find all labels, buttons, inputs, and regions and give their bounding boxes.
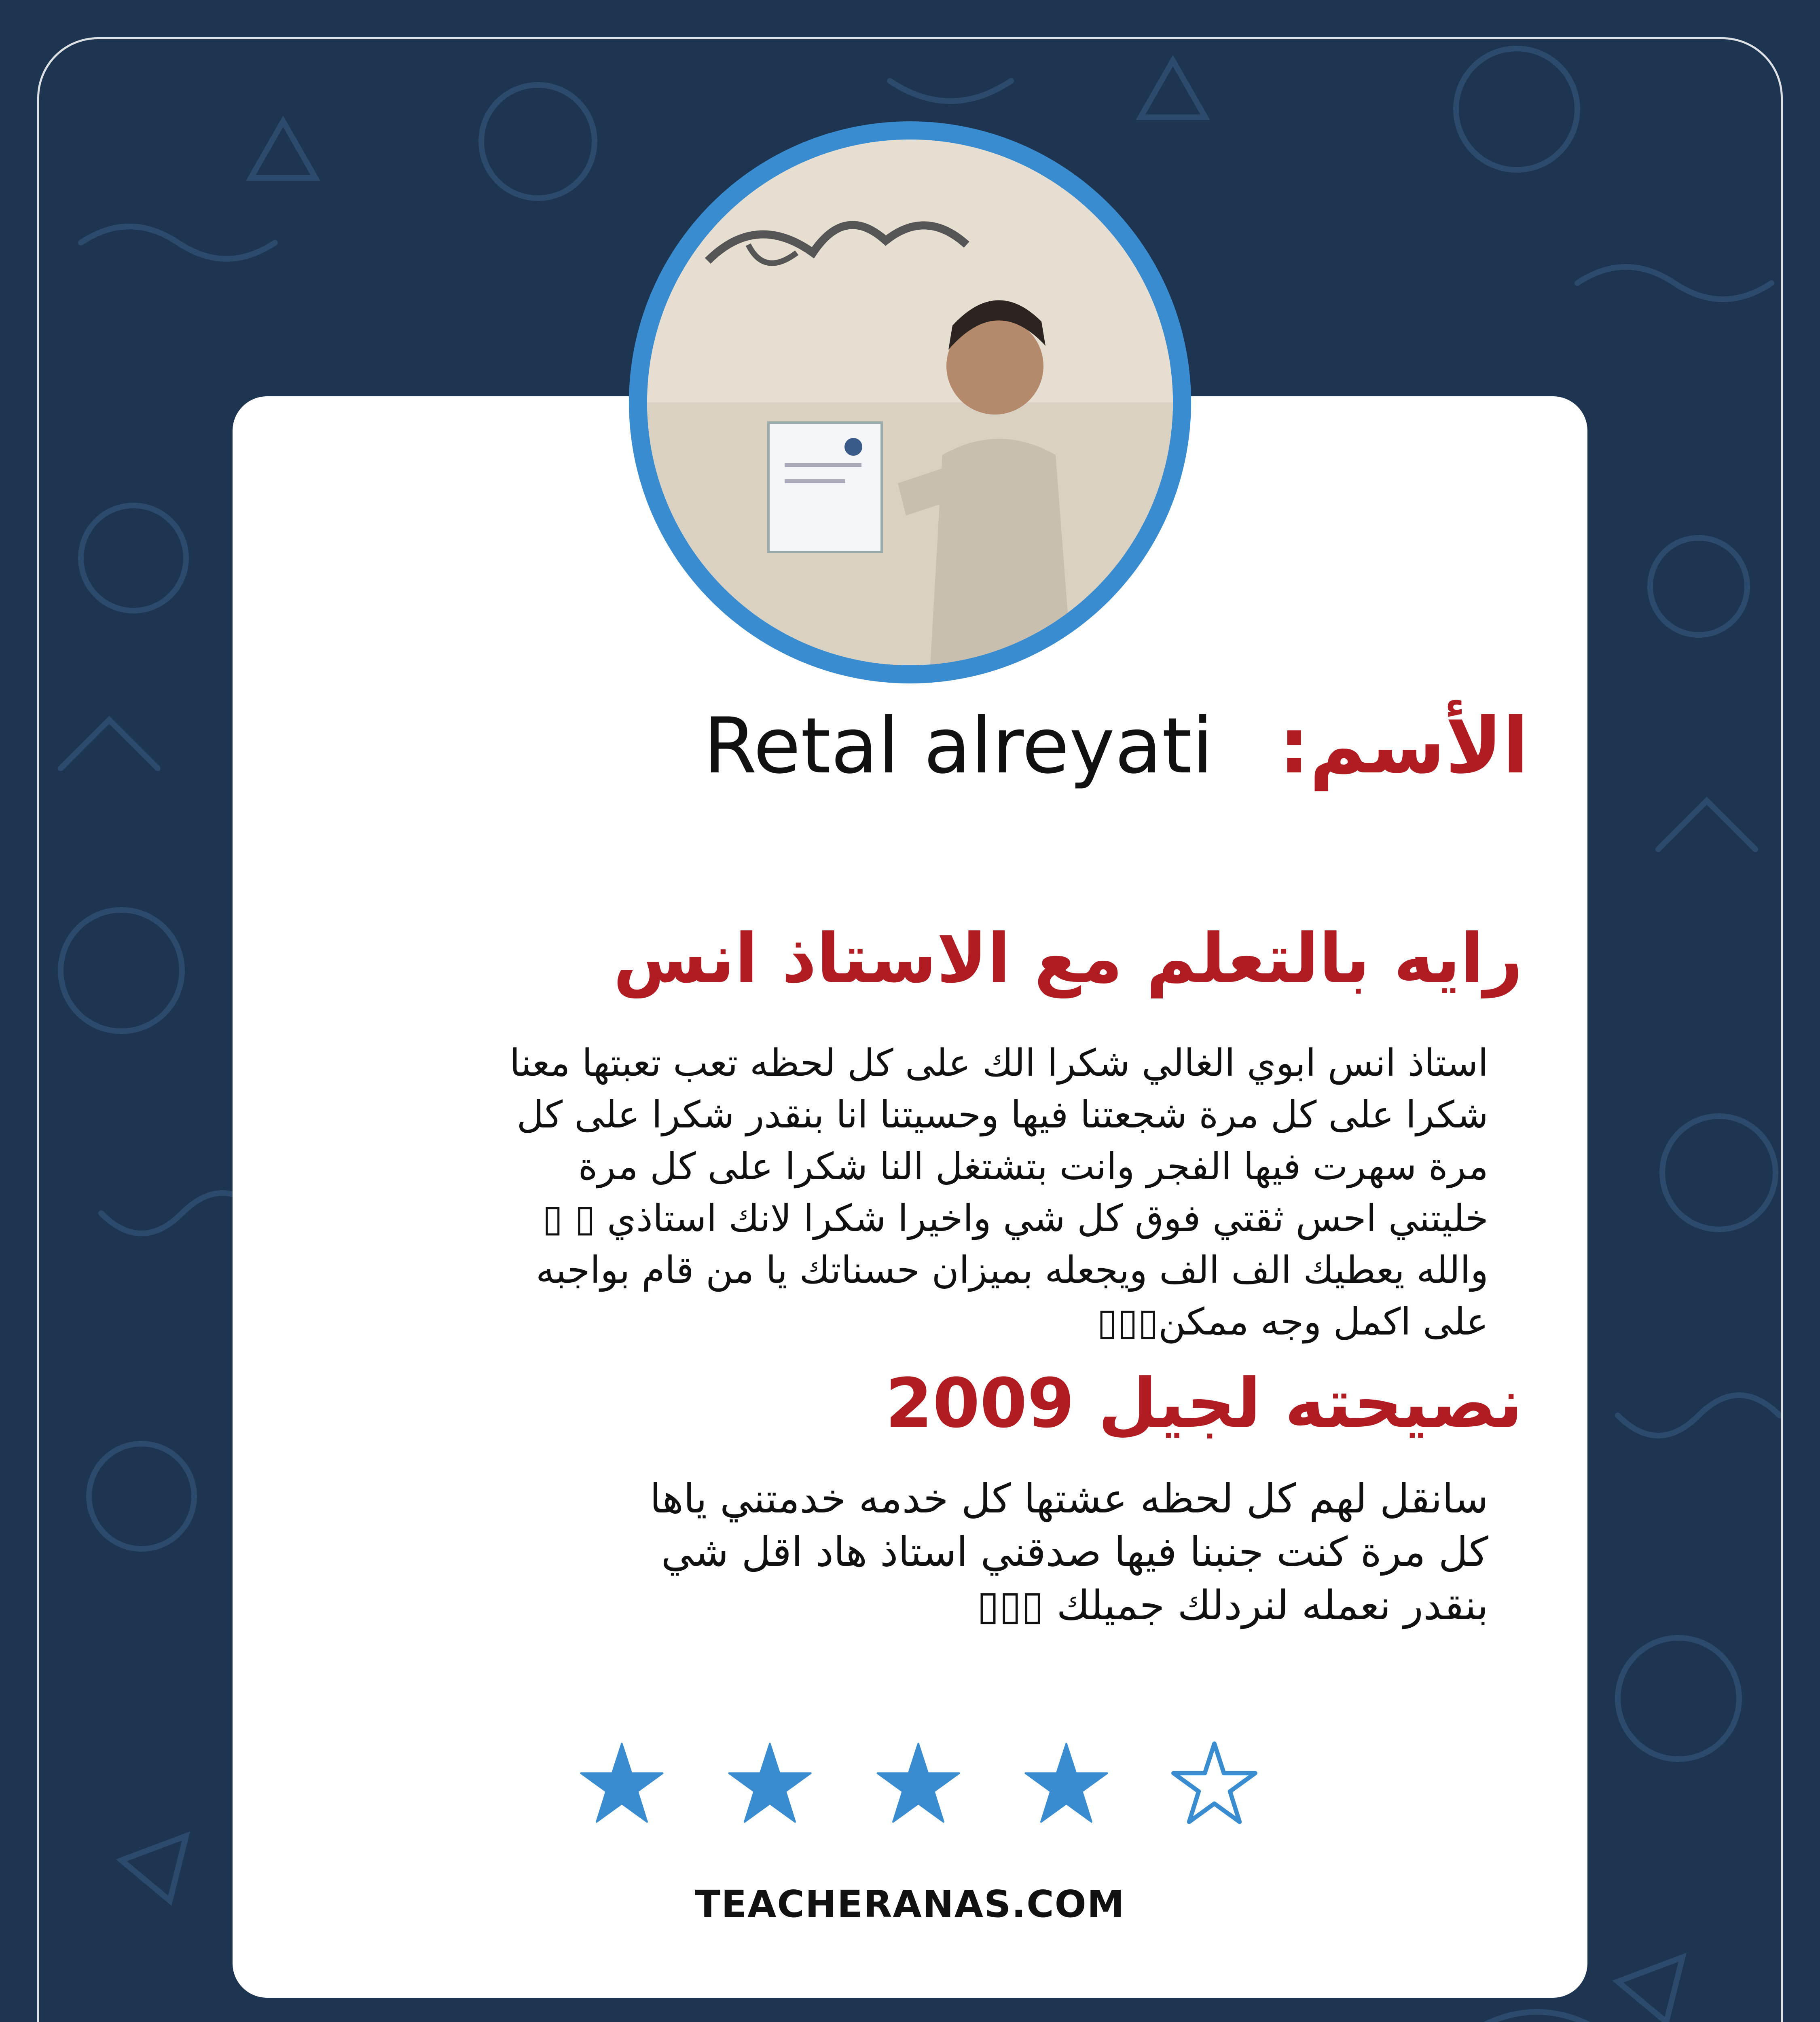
profile-photo bbox=[647, 140, 1173, 665]
opinion-line: شكرا على كل مرة شجعتنا فيها وحسيتنا انا بنقدر شكرا على كل bbox=[516, 1093, 1488, 1136]
name-label: الأسم: bbox=[1278, 701, 1529, 791]
opinion-line: استاذ انس ابوي الغالي شكرا الك على كل لحظه تعب تعبتها معنا bbox=[510, 1041, 1488, 1085]
star-filled-icon bbox=[875, 1740, 962, 1827]
star-empty-icon bbox=[1171, 1740, 1258, 1827]
advice-line: كل مرة كنت جنبنا فيها صدقني استاذ هاد اقل شي bbox=[661, 1528, 1488, 1576]
advice-line: بنقدر نعمله لنردلك جميلك ▯▯▯ bbox=[977, 1582, 1488, 1629]
website-url: TEACHERANAS.COM bbox=[695, 1882, 1125, 1926]
student-name: Retal alreyati bbox=[703, 701, 1213, 791]
advice-line: سانقل لهم كل لحظه عشتها كل خدمه خدمتني ياها bbox=[650, 1475, 1488, 1522]
star-rating bbox=[578, 1739, 1258, 1828]
star-filled-icon bbox=[726, 1740, 813, 1827]
advice-heading: نصيحته لجيل 2009 bbox=[885, 1364, 1523, 1443]
star-filled-icon bbox=[578, 1740, 665, 1827]
opinion-line: مرة سهرت فيها الفجر وانت بتشتغل النا شكرا على كل مرة bbox=[578, 1145, 1488, 1188]
opinion-line: على اكمل وجه ممكن▯▯▯ bbox=[1097, 1300, 1488, 1343]
opinion-line: خليتني احس ثقتي فوق كل شي واخيرا شكرا لانك استاذي ▯ ▯ bbox=[542, 1197, 1488, 1240]
opinion-text bbox=[510, 1037, 1488, 1348]
avatar bbox=[647, 140, 1173, 665]
advice-text bbox=[650, 1472, 1488, 1632]
star-filled-icon bbox=[1023, 1740, 1110, 1827]
opinion-line: والله يعطيك الف الف ويجعله بميزان حسناتك يا من قام بواجبه bbox=[535, 1248, 1488, 1292]
opinion-heading: رايه بالتعلم مع الاستاذ انس bbox=[613, 919, 1523, 998]
